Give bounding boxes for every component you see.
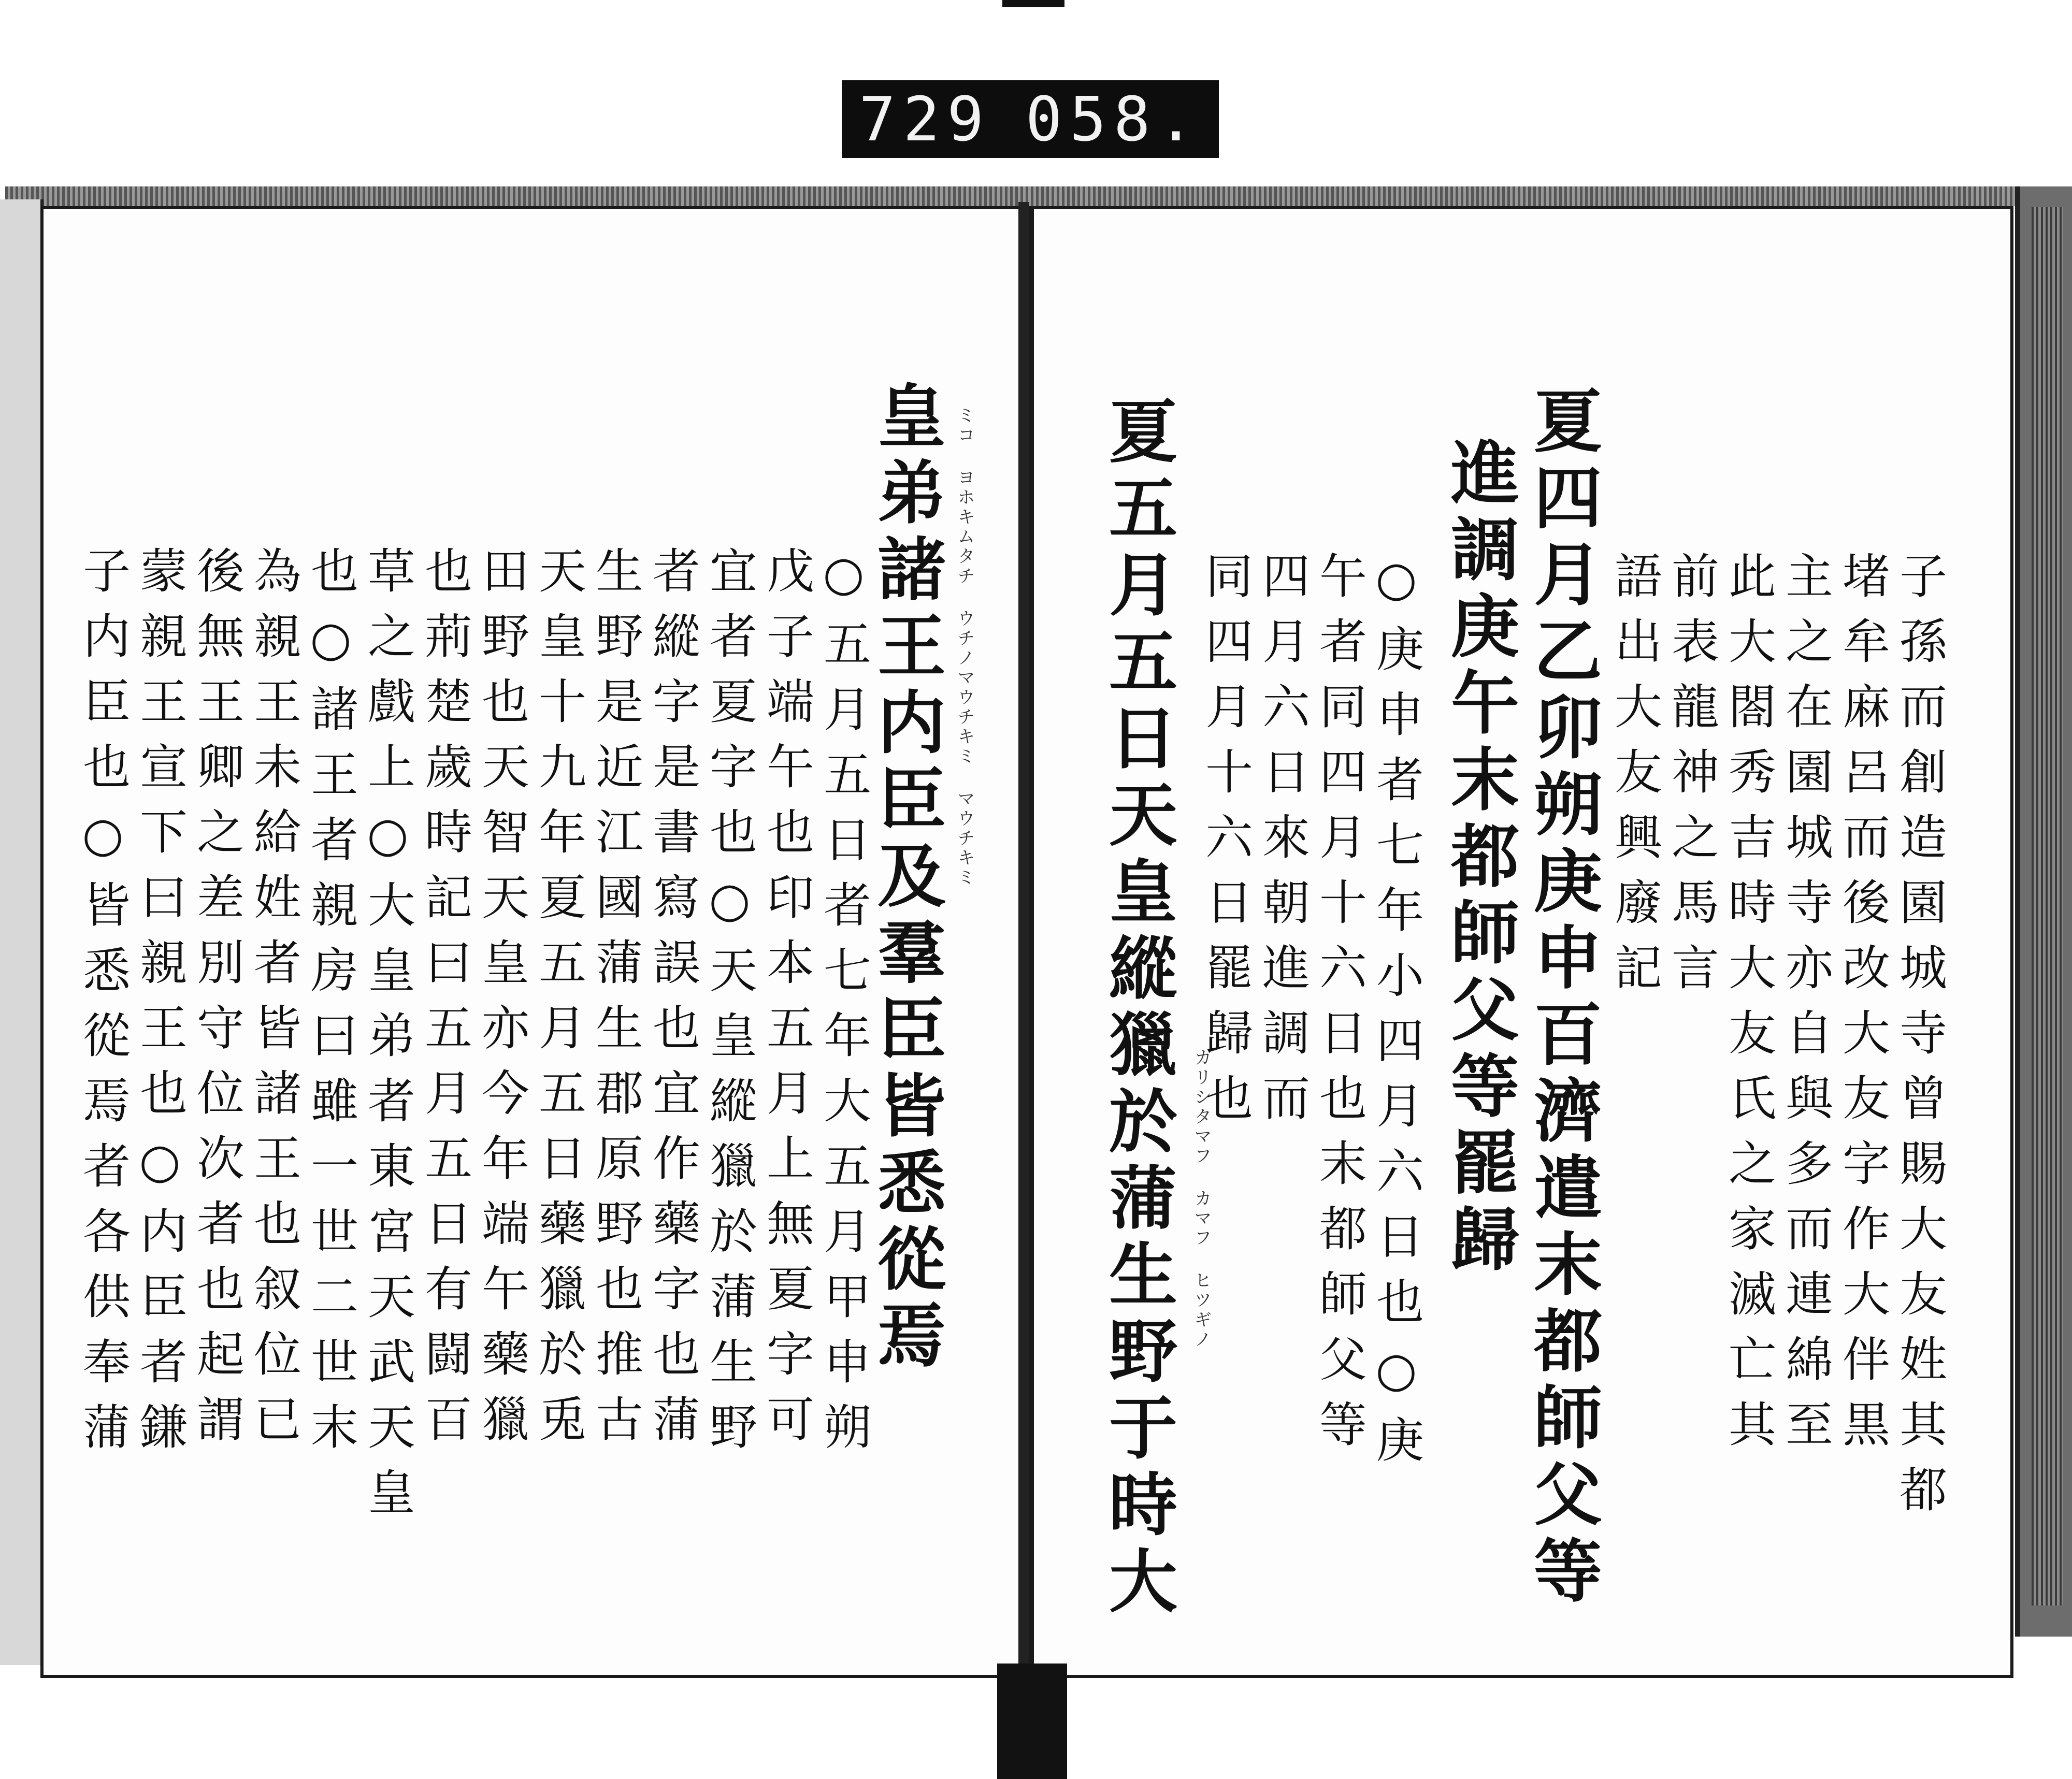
open-book	[0, 186, 2072, 1678]
left-text-col-1: ○五月五日者七年大五月甲申朔	[816, 546, 871, 1467]
left-text-col-11: 為親王未給姓者皆諸王也叙位已	[246, 546, 301, 1459]
right-text-col-5: 前表龍神之馬言	[1664, 551, 1719, 1008]
right-text-col-1: 子孫而創造園城寺曾賜大友姓其都	[1892, 551, 1947, 1530]
left-text-col-13: 蒙親王宣下曰親王也○内臣者鎌	[132, 546, 188, 1467]
left-text-col-14: 子内臣也○皆悉從焉者各供奉蒲	[75, 546, 131, 1467]
left-heading-gloss: ミコ ヨホキムタチ ウチノマウチキミ マウチキミ	[954, 406, 975, 888]
right-text-col-3: 主之在園城寺亦自與多而連綿至	[1778, 551, 1833, 1465]
left-cover	[0, 199, 44, 1665]
top-binding-mark	[1002, 0, 1064, 7]
right-text-col-6: 語出大友興廢記	[1607, 551, 1662, 1008]
left-text-col-9: 草之戲上○大皇弟者東宮天武天皇	[360, 546, 415, 1532]
right-heading-1b: 進調庚午末都師父等罷歸	[1439, 437, 1519, 1280]
right-cover-page-edges	[2015, 186, 2072, 1637]
left-text-col-12: 後無王卿之差別守位次者也起謂	[189, 546, 244, 1459]
left-text-col-3: 宜者夏字也○天皇縱獵於蒲生野	[702, 546, 757, 1467]
left-text-col-10: 也○諸王者親房曰雖一世二世末	[303, 546, 358, 1467]
right-heading-1: 夏四月乙卯朔庚申百濟遣末都師父等	[1522, 385, 1602, 1612]
right-text-col-2: 堵牟麻呂而後改大友字作大伴黒	[1835, 551, 1890, 1465]
right-text-col-4: 此大閤秀吉時大友氏之家滅亡其	[1721, 551, 1776, 1465]
left-page	[40, 206, 1031, 1678]
right-note-col-3: 四月六日來朝進調而	[1255, 551, 1310, 1138]
frame-number: 058.	[1025, 83, 1202, 155]
left-text-col-5: 生野是近江國蒲生郡原野也推古	[588, 546, 643, 1459]
right-heading-2-gloss: カリシタマフ カマフ ヒツギノ	[1191, 1048, 1212, 1350]
right-note-col-1: ○庚申者七年小四月六日也○庚	[1369, 551, 1424, 1480]
book-top-edge	[5, 186, 2015, 206]
left-text-col-2: 戊子端午也印本五月上無夏字可	[759, 546, 814, 1459]
reel-number: 729	[859, 83, 991, 155]
left-text-col-6: 天皇十九年夏五月五日藥獵於兎	[531, 546, 586, 1459]
right-page	[1031, 206, 2013, 1678]
left-page-heading: 皇弟諸王内臣及羣臣皆悉從焉	[866, 380, 946, 1377]
bottom-binding-tab	[997, 1664, 1067, 1779]
book-gutter	[1018, 202, 1029, 1678]
right-note-col-2: 午者同四月十六日也末都師父等	[1312, 551, 1367, 1465]
left-text-col-7: 田野也天智天皇亦今年端午藥獵	[474, 546, 529, 1459]
right-heading-2: 夏五月五日天皇縱獵於蒲生野于時大	[1097, 396, 1177, 1622]
left-text-col-4: 者縱字是書寫誤也宜作藥字也蒲	[645, 546, 700, 1459]
reel-number-strip	[842, 80, 1219, 158]
left-text-col-8: 也荊楚歲時記曰五月五日有闘百	[417, 546, 472, 1459]
right-note-col-4: 同四月十六日罷歸也	[1198, 551, 1253, 1138]
